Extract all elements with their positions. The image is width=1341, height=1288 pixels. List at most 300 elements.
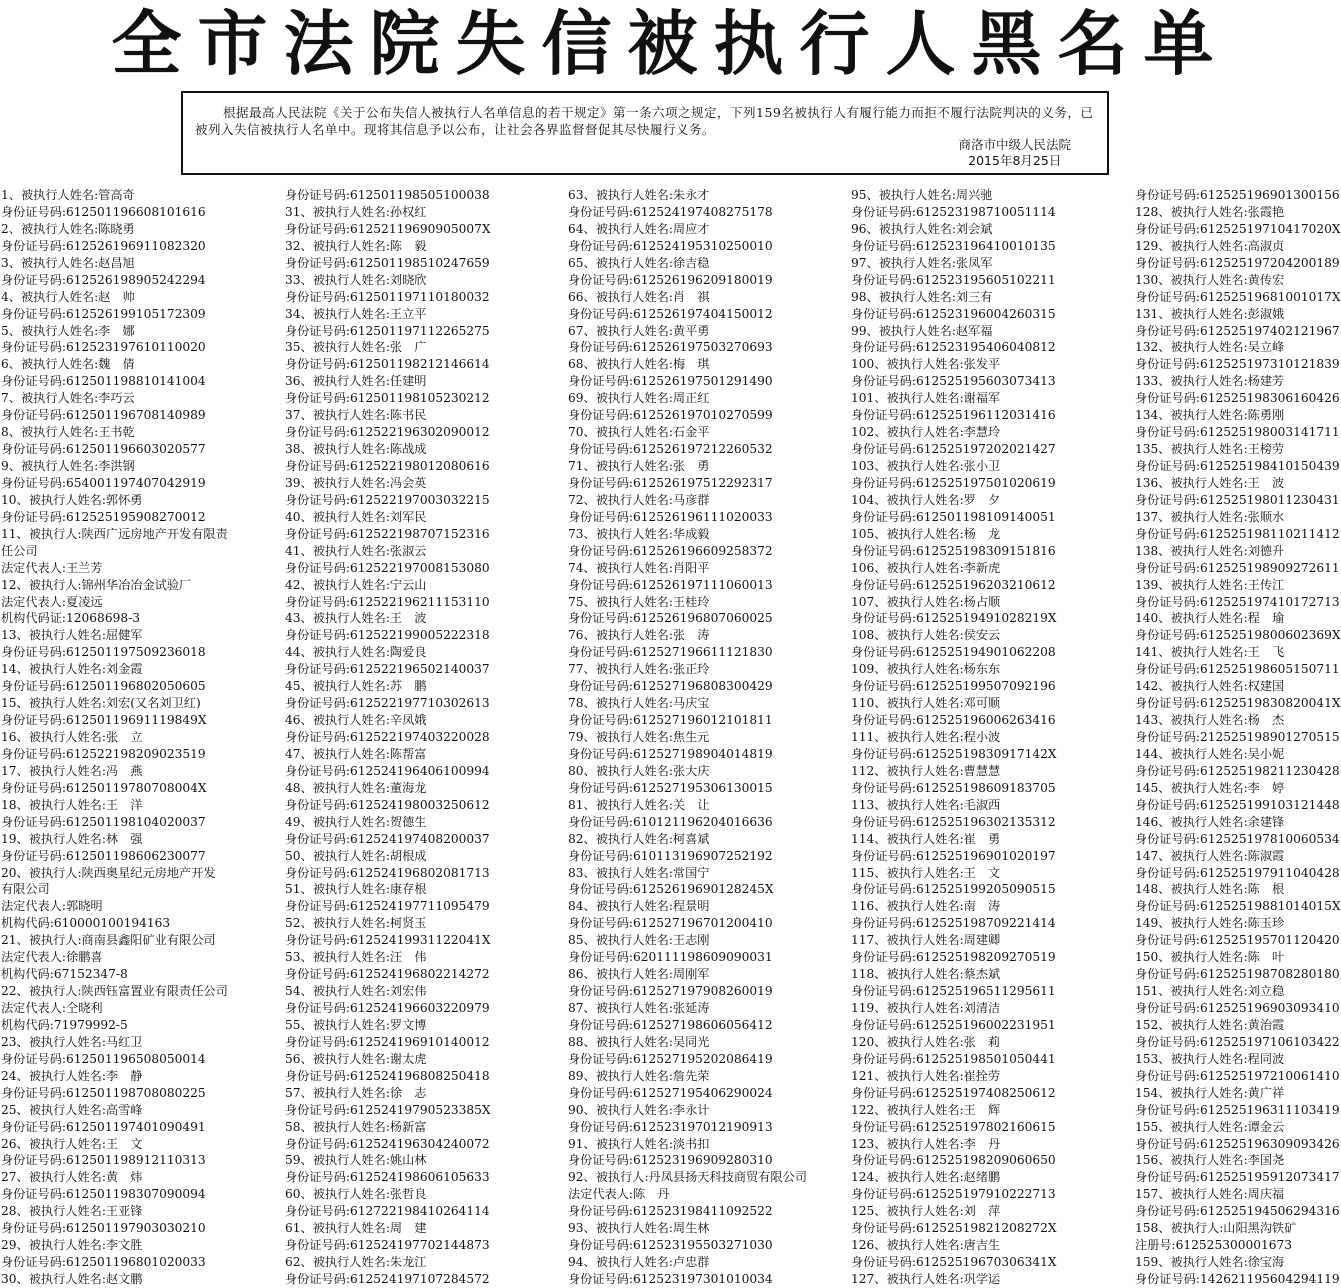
list-line: 114、被执行人姓名:崔 勇 <box>851 831 1001 846</box>
list-line: 身份证号码:61252519800602369X <box>1135 628 1341 643</box>
list-line: 身份证号码:612524196304240072 <box>285 1136 490 1151</box>
list-line: 98、被执行人姓名:刘三有 <box>851 289 993 304</box>
list-line: 身份证号码:612501198912110313 <box>1 1153 206 1168</box>
list-line: 身份证号码:612525197910222713 <box>851 1187 1056 1202</box>
list-line: 11、被执行人:陕西广远房地产开发有限责 <box>1 526 228 541</box>
list-line: 身份证号码:612525199103121448 <box>1135 797 1340 812</box>
list-line: 身份证号码:612524197408200037 <box>285 831 490 846</box>
list-line: 44、被执行人姓名:陶爱良 <box>285 645 427 660</box>
list-line: 148、被执行人姓名:陈 根 <box>1135 882 1285 897</box>
list-line: 身份证号码:612525196002231951 <box>851 1017 1056 1032</box>
list-line: 130、被执行人姓名:黄传宏 <box>1135 272 1285 287</box>
list-line: 132、被执行人姓名:吴立峰 <box>1135 340 1285 355</box>
list-line: 身份证号码:612525196006263416 <box>851 713 1056 728</box>
list-line: 21、被执行人:商南县鑫阳矿业有限公司 <box>1 933 216 948</box>
list-line: 身份证号码:612501197112265275 <box>285 323 490 338</box>
list-line: 108、被执行人姓名:侯安云 <box>851 628 1001 643</box>
list-line: 10、被执行人姓名:郭怀勇 <box>1 492 143 507</box>
list-line: 40、被执行人姓名:刘军民 <box>285 509 427 524</box>
list-line: 5、被执行人姓名:李 娜 <box>1 323 135 338</box>
list-line: 46、被执行人姓名:辛凤娥 <box>285 713 427 728</box>
list-line: 身份证号码:61252419790523385X <box>285 1102 491 1117</box>
list-line: 87、被执行人姓名:张延涛 <box>568 1001 710 1015</box>
list-line: 145、被执行人姓名:李 婷 <box>1135 780 1285 795</box>
list-line: 30、被执行人姓名:赵文鹏 <box>1 1272 143 1286</box>
list-line: 身份证号码:612525197810060534 <box>1135 831 1340 846</box>
court-name: 商洛市中级人民法院 <box>958 137 1071 152</box>
list-line: 身份证号码:612522198707152316 <box>285 526 490 541</box>
list-line: 身份证号码:142621195604294119 <box>1135 1272 1340 1286</box>
list-line: 身份证号码:612527195406290024 <box>568 1085 773 1100</box>
list-line: 法定代表人:仝晓利 <box>1 1001 103 1015</box>
list-line: 身份证号码:61252619690128245X <box>568 882 774 897</box>
list-line: 24、被执行人姓名:李 静 <box>1 1068 143 1083</box>
list-line: 31、被执行人姓名:孙权红 <box>285 204 427 219</box>
list-line: 28、被执行人姓名:王亚锋 <box>1 1204 143 1219</box>
list-line: 39、被执行人姓名:冯会英 <box>285 475 427 490</box>
list-line: 124、被执行人姓名:赵绪鹏 <box>851 1170 1001 1185</box>
list-line: 身份证号码:612526196609258372 <box>568 543 773 558</box>
list-line: 75、被执行人姓名:王桂玲 <box>568 594 710 609</box>
list-line: 身份证号码:612525198011230431 <box>1135 492 1340 507</box>
list-line: 身份证号码:612525198708280180 <box>1135 967 1340 982</box>
list-line: 身份证号码:612526197212260532 <box>568 442 773 457</box>
list-column-5 <box>1135 187 1341 1288</box>
list-line: 9、被执行人姓名:李洪钢 <box>1 459 135 473</box>
list-line: 59、被执行人姓名:姚山林 <box>285 1153 427 1168</box>
list-line: 法定代表人:陈 丹 <box>568 1187 670 1202</box>
list-line: 104、被执行人姓名:罗 夕 <box>851 492 1001 507</box>
list-line: 身份证号码:612501198810141004 <box>1 374 206 389</box>
list-line: 81、被执行人姓名:关 让 <box>568 797 710 812</box>
list-line: 57、被执行人姓名:徐 志 <box>285 1085 427 1100</box>
list-line: 153、被执行人姓名:程同波 <box>1135 1051 1285 1066</box>
list-column-3 <box>568 187 851 1288</box>
list-line: 身份证号码:612525197802160615 <box>851 1119 1056 1134</box>
list-line: 136、被执行人姓名:王 波 <box>1135 475 1285 490</box>
list-line: 13、被执行人姓名:屈健军 <box>1 628 143 643</box>
list-line: 33、被执行人姓名:刘晓欣 <box>285 272 427 287</box>
list-line: 机构代码:67152347-8 <box>1 967 128 982</box>
list-line: 身份证号码:612525196903093410 <box>1135 1001 1340 1015</box>
list-line: 身份证号码:612526197512292317 <box>568 475 773 490</box>
list-line: 49、被执行人姓名:贺德生 <box>285 814 427 829</box>
list-line: 身份证号码:612525195912073417 <box>1135 1170 1340 1185</box>
list-line: 身份证号码:612527198606056412 <box>568 1017 773 1032</box>
list-line: 20、被执行人:陕西奥星纪元房地产开发 <box>1 865 216 880</box>
list-line: 66、被执行人姓名:肖 祺 <box>568 289 710 304</box>
list-line: 身份证号码:612525198209270519 <box>851 950 1056 965</box>
list-line: 身份证号码:61252519681001017X <box>1135 289 1341 304</box>
list-line: 身份证号码:612525197310121839 <box>1135 357 1340 372</box>
list-line: 身份证号码:612522197008153080 <box>285 560 490 575</box>
list-line: 23、被执行人姓名:马红卫 <box>1 1034 143 1049</box>
list-line: 身份证号码:612525194506294316 <box>1135 1204 1340 1219</box>
list-line: 159、被执行人姓名:徐宝海 <box>1135 1255 1285 1270</box>
list-line: 身份证号码:612526198905242294 <box>1 272 206 287</box>
list-line: 127、被执行人姓名:巩学运 <box>851 1272 1001 1286</box>
list-line: 118、被执行人姓名:蔡杰斌 <box>851 967 1001 982</box>
list-line: 身份证号码:612525198909272611 <box>1135 560 1340 575</box>
list-line: 身份证号码:612523197012190913 <box>568 1119 773 1134</box>
list-line: 8、被执行人姓名:王书乾 <box>1 425 135 440</box>
list-line: 51、被执行人姓名:康存根 <box>285 882 427 897</box>
list-line: 105、被执行人姓名:杨 龙 <box>851 526 1001 541</box>
list-line: 25、被执行人姓名:高雪峰 <box>1 1102 143 1117</box>
list-line: 34、被执行人姓名:王立平 <box>285 306 427 321</box>
list-line: 141、被执行人姓名:王 飞 <box>1135 645 1285 660</box>
list-line: 机构代码证:12068698-3 <box>1 611 140 626</box>
list-line: 身份证号码:612523196410010135 <box>851 238 1056 253</box>
list-line: 38、被执行人姓名:陈战成 <box>285 442 427 457</box>
list-line: 身份证号码:610113196907252192 <box>568 848 773 863</box>
list-line: 94、被执行人姓名:卢忠群 <box>568 1255 710 1270</box>
list-line: 身份证号码:612527196808300429 <box>568 679 773 694</box>
list-line: 身份证号码:612523197610110020 <box>1 340 206 355</box>
list-line: 22、被执行人:陕西钰富置业有限责任公司 <box>1 984 228 999</box>
list-line: 身份证号码:612524196802081713 <box>285 865 490 880</box>
list-line: 任公司 <box>1 543 38 558</box>
list-line: 69、被执行人姓名:周正红 <box>568 391 710 406</box>
list-line: 身份证号码:612525195701120420 <box>1135 933 1340 948</box>
list-line: 128、被执行人姓名:张霞艳 <box>1135 204 1285 219</box>
list-line: 60、被执行人姓名:张哲良 <box>285 1187 427 1202</box>
list-line: 身份证号码:612525195908270012 <box>1 509 206 524</box>
list-line: 身份证号码:612526196807060025 <box>568 611 773 626</box>
list-line: 身份证号码:612525197202021427 <box>851 442 1056 457</box>
list-line: 身份证号码:612525196203210612 <box>851 577 1056 592</box>
list-column-1 <box>1 187 284 1288</box>
list-line: 身份证号码:612524196910140012 <box>285 1034 490 1049</box>
list-line: 法定代表人:徐鹏喜 <box>1 950 103 965</box>
list-line: 身份证号码:612526196911082320 <box>1 238 206 253</box>
list-line: 90、被执行人姓名:李永计 <box>568 1102 710 1117</box>
list-line: 有限公司 <box>1 882 50 897</box>
list-line: 18、被执行人姓名:王 洋 <box>1 797 143 812</box>
list-line: 身份证号码:612501197903030210 <box>1 1221 206 1236</box>
list-line: 身份证号码:612524196406100994 <box>285 763 490 778</box>
list-line: 身份证号码:612524196603220979 <box>285 1001 490 1015</box>
list-line: 身份证号码:612523195605102211 <box>851 272 1056 287</box>
list-line: 67、被执行人姓名:黄平勇 <box>568 323 710 338</box>
list-line: 83、被执行人姓名:常国宁 <box>568 865 710 880</box>
list-line: 12、被执行人:锦州华冶冶金试验厂 <box>1 577 192 592</box>
list-line: 身份证号码:612526197111060013 <box>568 577 773 592</box>
list-line: 身份证号码:612501197509236018 <box>1 645 206 660</box>
list-line: 37、被执行人姓名:陈书民 <box>285 408 427 423</box>
list-line: 26、被执行人姓名:王 文 <box>1 1136 143 1151</box>
list-line: 身份证号码:61252419931122041X <box>285 933 491 948</box>
list-line: 身份证号码:612522199005222318 <box>285 628 490 643</box>
list-line: 身份证号码:612522196302090012 <box>285 425 490 440</box>
list-line: 99、被执行人姓名:赵军福 <box>851 323 993 338</box>
list-line: 126、被执行人姓名:唐吉生 <box>851 1238 1001 1253</box>
list-line: 54、被执行人姓名:刘宏伟 <box>285 984 427 999</box>
list-line: 身份证号码:612525197410172713 <box>1135 594 1340 609</box>
notice-box <box>181 91 1109 175</box>
list-line: 注册号:612525300001673 <box>1135 1238 1292 1253</box>
list-line: 身份证号码:612525198209060650 <box>851 1153 1056 1168</box>
list-line: 身份证号码:612525198306160426 <box>1135 391 1340 406</box>
list-line: 身份证号码:612525197204200189 <box>1135 255 1340 270</box>
list-line: 140、被执行人姓名:程 瑜 <box>1135 611 1285 626</box>
list-line: 身份证号码:612525195603073413 <box>851 374 1056 389</box>
list-line: 55、被执行人姓名:罗文博 <box>285 1017 427 1032</box>
list-line: 身份证号码:212525198901270515 <box>1135 730 1340 744</box>
list-line: 身份证号码:61250119780708004X <box>1 780 207 795</box>
list-line: 身份证号码:612524197107284572 <box>285 1272 490 1286</box>
list-line: 身份证号码:612525198110211412 <box>1135 526 1340 541</box>
list-line: 身份证号码:612525198211230428 <box>1135 763 1340 778</box>
list-line: 156、被执行人姓名:李国尧 <box>1135 1153 1285 1168</box>
list-line: 91、被执行人姓名:淡书扣 <box>568 1136 710 1151</box>
list-line: 32、被执行人姓名:陈 毅 <box>285 238 427 253</box>
list-line: 身份证号码:612525197106103422 <box>1135 1034 1340 1049</box>
list-line: 法定代表人:王兰芳 <box>1 560 103 575</box>
list-line: 147、被执行人姓名:陈淑霞 <box>1135 848 1285 863</box>
list-line: 50、被执行人姓名:胡根成 <box>285 848 427 863</box>
list-line: 109、被执行人姓名:杨东东 <box>851 662 1001 677</box>
list-line: 身份证号码:612525196309093426 <box>1135 1136 1340 1151</box>
list-line: 身份证号码:612501196802050605 <box>1 679 206 694</box>
list-line: 身份证号码:612525194901062208 <box>851 645 1056 660</box>
list-line: 身份证号码:61252519670306341X <box>851 1255 1057 1270</box>
list-line: 身份证号码:612524198606105633 <box>285 1170 490 1185</box>
list-line: 123、被执行人姓名:李 丹 <box>851 1136 1001 1151</box>
list-line: 身份证号码:612523195406040812 <box>851 340 1056 355</box>
list-line: 身份证号码:612525196311103419 <box>1135 1102 1340 1117</box>
list-line: 78、被执行人姓名:马庆宝 <box>568 696 710 711</box>
list-line: 6、被执行人姓名:魏 倩 <box>1 357 135 372</box>
list-column-2 <box>285 187 568 1288</box>
list-line: 身份证号码:654001197407042919 <box>1 475 206 490</box>
list-line: 身份证号码:612722198410264114 <box>285 1204 490 1219</box>
list-line: 身份证号码:612526199105172309 <box>1 306 206 321</box>
list-line: 110、被执行人姓名:邓可顺 <box>851 696 1001 711</box>
list-line: 113、被执行人姓名:毛淑西 <box>851 797 1001 812</box>
list-line: 70、被执行人姓名:石金平 <box>568 425 710 440</box>
list-line: 3、被执行人姓名:赵昌旭 <box>1 255 135 270</box>
list-line: 120、被执行人姓名:张 莉 <box>851 1034 1001 1049</box>
list-line: 机构代码:71979992-5 <box>1 1017 128 1032</box>
list-line: 139、被执行人姓名:王传江 <box>1135 577 1285 592</box>
list-line: 122、被执行人姓名:王 辉 <box>851 1102 1001 1117</box>
list-line: 158、被执行人:山阳黑沟铁矿 <box>1135 1221 1297 1236</box>
list-line: 身份证号码:612522198012080616 <box>285 459 490 473</box>
list-line: 84、被执行人姓名:程景明 <box>568 899 710 914</box>
list-line: 身份证号码:612523197301010034 <box>568 1272 773 1286</box>
list-line: 身份证号码:612525199507092196 <box>851 679 1056 694</box>
list-line: 97、被执行人姓名:张凤军 <box>851 255 993 270</box>
list-line: 身份证号码:612501197401090491 <box>1 1119 206 1134</box>
list-line: 身份证号码:612526197501291490 <box>568 374 773 389</box>
list-line: 身份证号码:612522196502140037 <box>285 662 490 677</box>
list-line: 身份证号码:612523198411092522 <box>568 1204 773 1219</box>
list-line: 88、被执行人姓名:吴同光 <box>568 1034 710 1049</box>
list-line: 身份证号码:612522197403220028 <box>285 730 490 744</box>
list-line: 身份证号码:61252519830820041X <box>1135 696 1341 711</box>
list-line: 身份证号码:612523196909280310 <box>568 1153 773 1168</box>
list-line: 身份证号码:612501196608101616 <box>1 204 206 219</box>
list-line: 身份证号码:612524196802214272 <box>285 967 490 982</box>
list-line: 身份证号码:61252119690905007X <box>285 221 491 236</box>
list-line: 152、被执行人姓名:黄治霞 <box>1135 1017 1285 1032</box>
list-line: 100、被执行人姓名:张发平 <box>851 357 1001 372</box>
list-line: 身份证号码:612525199205090515 <box>851 882 1056 897</box>
list-line: 身份证号码:612527197908260019 <box>568 984 773 999</box>
list-line: 身份证号码:612525198609183705 <box>851 780 1056 795</box>
list-line: 101、被执行人姓名:谢福军 <box>851 391 1001 406</box>
list-line: 45、被执行人姓名:苏 鹏 <box>285 679 427 694</box>
list-line: 身份证号码:612522197003032215 <box>285 492 490 507</box>
list-line: 身份证号码:612526196111020033 <box>568 509 773 524</box>
page-title: 全市法院失信被执行人黑名单 <box>111 3 1230 85</box>
list-line: 4、被执行人姓名:赵 帅 <box>1 289 135 304</box>
list-line: 身份证号码:612525197911040428 <box>1135 865 1340 880</box>
list-line: 80、被执行人姓名:张大庆 <box>568 763 710 778</box>
list-line: 144、被执行人姓名:吴小妮 <box>1135 746 1285 761</box>
list-line: 身份证号码:612501198105230212 <box>285 391 490 406</box>
list-line: 身份证号码:612525197402121967 <box>1135 323 1340 338</box>
list-line: 身份证号码:612523195503271030 <box>568 1238 773 1253</box>
list-line: 身份证号码:612525197408250612 <box>851 1085 1056 1100</box>
list-line: 法定代表人:郭晓明 <box>1 899 103 914</box>
list-line: 身份证号码:612501198708080225 <box>1 1085 206 1100</box>
list-line: 107、被执行人姓名:杨占顺 <box>851 594 1001 609</box>
list-line: 身份证号码:612522198209023519 <box>1 746 206 761</box>
list-line: 身份证号码:612501198212146614 <box>285 357 490 372</box>
list-line: 身份证号码:612525196112031416 <box>851 408 1056 423</box>
list-line: 29、被执行人姓名:李文胜 <box>1 1238 143 1253</box>
list-line: 身份证号码:612523196004260315 <box>851 306 1056 321</box>
list-column-4 <box>851 187 1134 1288</box>
list-line: 82、被执行人姓名:柯喜斌 <box>568 831 710 846</box>
list-line: 身份证号码:612525196901020197 <box>851 848 1056 863</box>
list-line: 131、被执行人姓名:彭淑娥 <box>1135 306 1285 321</box>
list-line: 身份证号码:612501198104020037 <box>1 814 206 829</box>
list-line: 62、被执行人姓名:朱龙江 <box>285 1255 427 1270</box>
list-line: 129、被执行人姓名:高淑贞 <box>1135 238 1285 253</box>
list-line: 身份证号码:612525196511295611 <box>851 984 1056 999</box>
list-line: 身份证号码:612525196302135312 <box>851 814 1056 829</box>
list-line: 身份证号码:612501196508050014 <box>1 1051 206 1066</box>
list-line: 137、被执行人姓名:张顺水 <box>1135 509 1285 524</box>
list-line: 43、被执行人姓名:王 波 <box>285 611 427 626</box>
list-line: 150、被执行人姓名:陈 叶 <box>1135 950 1285 965</box>
list-line: 身份证号码:61252519830917142X <box>851 746 1057 761</box>
list-line: 74、被执行人姓名:肖阳平 <box>568 560 710 575</box>
list-line: 121、被执行人姓名:崔拴劳 <box>851 1068 1001 1083</box>
list-line: 身份证号码:612525198003141711 <box>1135 425 1340 440</box>
list-line: 身份证号码:612527195306130015 <box>568 780 773 795</box>
list-line: 151、被执行人姓名:刘立稳 <box>1135 984 1285 999</box>
list-line: 53、被执行人姓名:汪 伟 <box>285 950 427 965</box>
list-line: 身份证号码:61252519710417020X <box>1135 221 1341 236</box>
list-line: 身份证号码:612525198709221414 <box>851 916 1056 931</box>
list-line: 身份证号码:612524197408275178 <box>568 204 773 219</box>
list-line: 111、被执行人姓名:程小波 <box>851 730 1001 744</box>
list-line: 142、被执行人姓名:权建国 <box>1135 679 1285 694</box>
list-line: 身份证号码:612501196603020577 <box>1 442 206 457</box>
list-line: 身份证号码:612501196708140989 <box>1 408 206 423</box>
list-line: 102、被执行人姓名:李慧玲 <box>851 425 1001 440</box>
list-line: 27、被执行人姓名:黄 炜 <box>1 1170 143 1185</box>
list-line: 73、被执行人姓名:华成毅 <box>568 526 710 541</box>
list-line: 47、被执行人姓名:陈帮富 <box>285 746 427 761</box>
list-line: 身份证号码:612525196901300156 <box>1135 188 1340 202</box>
list-line: 16、被执行人姓名:张 立 <box>1 730 143 744</box>
list-line: 机构代码:610000100194163 <box>1 916 171 931</box>
list-line: 56、被执行人姓名:谢太虎 <box>285 1051 427 1066</box>
list-line: 身份证号码:612525197210061410 <box>1135 1068 1340 1083</box>
list-line: 身份证号码:612501196801020033 <box>1 1255 206 1270</box>
list-line: 42、被执行人姓名:宁云山 <box>285 577 427 592</box>
list-line: 76、被执行人姓名:张 涛 <box>568 628 710 643</box>
list-line: 身份证号码:612527195202086419 <box>568 1051 773 1066</box>
list-line: 身份证号码:612526197503270693 <box>568 340 773 355</box>
list-line: 15、被执行人姓名:刘宏(又名刘卫红) <box>1 696 201 711</box>
list-line: 14、被执行人姓名:刘金霞 <box>1 662 143 677</box>
list-line: 79、被执行人姓名:焦生元 <box>568 730 710 744</box>
list-line: 89、被执行人姓名:詹先荣 <box>568 1068 710 1083</box>
list-line: 65、被执行人姓名:徐吉稳 <box>568 255 710 270</box>
list-line: 身份证号码:612527196611121830 <box>568 645 773 660</box>
notice-body: 根据最高人民法院《关于公布失信人被执行人名单信息的若干规定》第一条六项之规定，下列159名被执行人有履行能力而拒不履行法院判决的义务，已被列入失信被执行人名单中。现将其信息予以公布，让社会各界监督督促其尽快履行义务。 <box>195 105 1094 137</box>
list-line: 112、被执行人姓名:曹慧慧 <box>851 763 1001 778</box>
list-line: 85、被执行人姓名:王志刚 <box>568 933 710 948</box>
list-line: 身份证号码:61252519821208272X <box>851 1221 1057 1236</box>
list-line: 身份证号码:612501198606230077 <box>1 848 206 863</box>
list-line: 72、被执行人姓名:马彦群 <box>568 492 710 507</box>
list-line: 143、被执行人姓名:杨 杰 <box>1135 713 1285 728</box>
list-line: 身份证号码:612526196209180019 <box>568 272 773 287</box>
list-line: 138、被执行人姓名:刘德升 <box>1135 543 1285 558</box>
list-line: 身份证号码:61252519881014015X <box>1135 899 1341 914</box>
list-line: 125、被执行人姓名:刘 萍 <box>851 1204 1001 1219</box>
list-line: 96、被执行人姓名:刘会斌 <box>851 221 993 236</box>
list-line: 身份证号码:612527196012101811 <box>568 713 773 728</box>
list-line: 64、被执行人姓名:周应才 <box>568 221 710 236</box>
list-line: 68、被执行人姓名:梅 琪 <box>568 357 710 372</box>
list-line: 48、被执行人姓名:董海龙 <box>285 780 427 795</box>
list-line: 身份证号码:612524198003250612 <box>285 797 490 812</box>
list-line: 93、被执行人姓名:周生林 <box>568 1221 710 1236</box>
list-line: 119、被执行人姓名:刘清洁 <box>851 1001 1001 1015</box>
list-line: 17、被执行人姓名:冯 燕 <box>1 763 143 778</box>
list-line: 身份证号码:612522197710302613 <box>285 696 490 711</box>
list-line: 52、被执行人姓名:柯贤玉 <box>285 916 427 931</box>
list-line: 身份证号码:620111198609090031 <box>568 950 773 965</box>
list-line: 19、被执行人姓名:林 强 <box>1 831 143 846</box>
list-line: 身份证号码:612501198109140051 <box>851 509 1056 524</box>
list-line: 身份证号码:61252519491028219X <box>851 611 1057 626</box>
list-line: 103、被执行人姓名:张小卫 <box>851 459 1001 473</box>
list-line: 身份证号码:610121196204016636 <box>568 814 773 829</box>
list-line: 61、被执行人姓名:周 建 <box>285 1221 427 1236</box>
list-line: 身份证号码:612501197110180032 <box>285 289 490 304</box>
list-line: 身份证号码:612524195310250010 <box>568 238 773 253</box>
list-line: 115、被执行人姓名:王 文 <box>851 865 1001 880</box>
notice-date: 2015年8月25日 <box>968 153 1062 168</box>
list-line: 133、被执行人姓名:杨建芳 <box>1135 374 1285 389</box>
list-line: 157、被执行人姓名:周庆福 <box>1135 1187 1285 1202</box>
list-line: 41、被执行人姓名:张淑云 <box>285 543 427 558</box>
list-line: 身份证号码:612501198510247659 <box>285 255 490 270</box>
list-line: 身份证号码:61250119691119849X <box>1 713 207 728</box>
list-line: 135、被执行人姓名:王榜劳 <box>1135 442 1285 457</box>
list-line: 身份证号码:612522196211153110 <box>285 594 490 609</box>
list-line: 身份证号码:612525198410150439 <box>1135 459 1340 473</box>
